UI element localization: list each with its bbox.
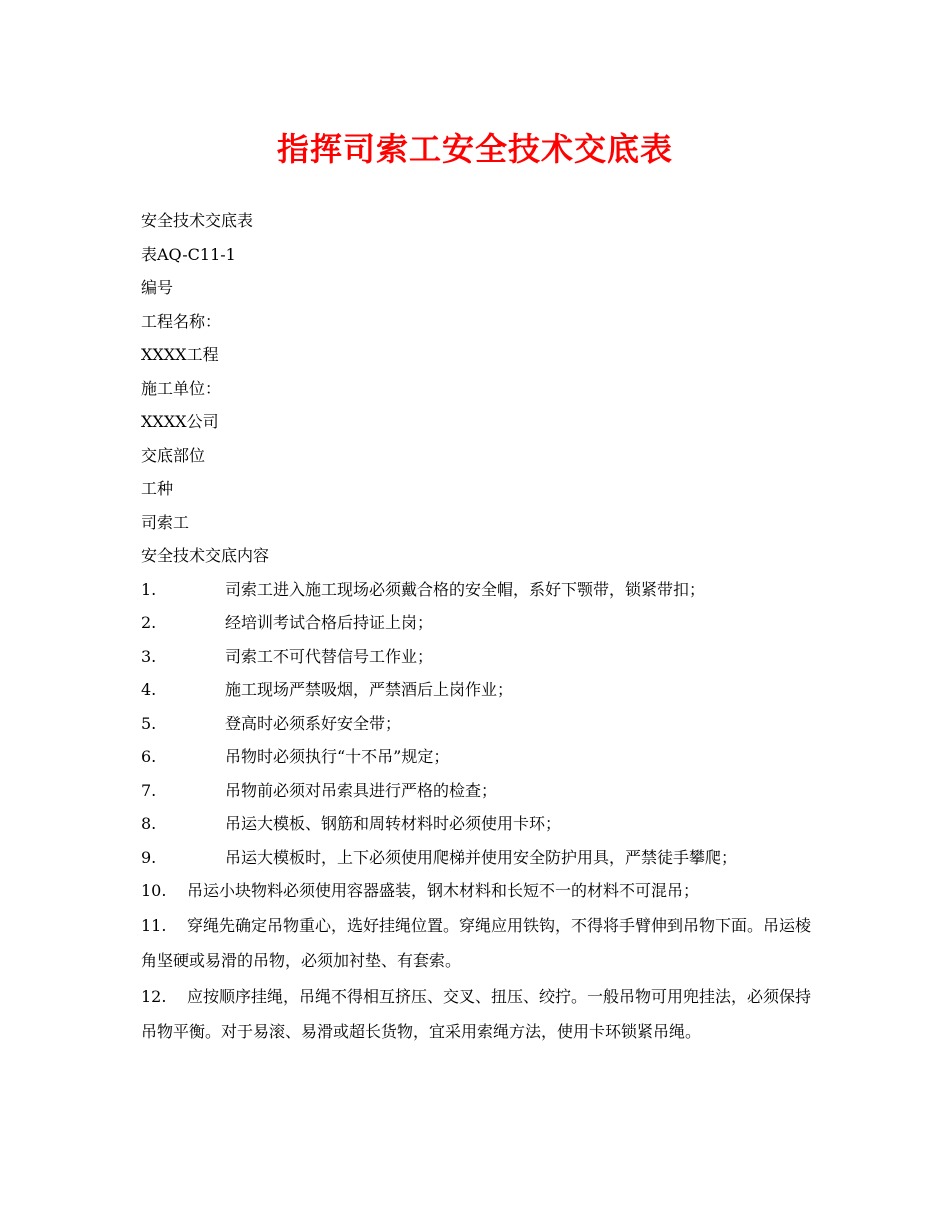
header-line-form-name: 安全技术交底表 (141, 211, 254, 230)
header-line-content-label: 安全技术交底内容 (141, 546, 270, 565)
header-line-location-label: 交底部位 (141, 445, 206, 465)
list-item (141, 908, 813, 979)
list-item-text: 经培训考试合格后持证上岗； (225, 613, 434, 632)
list-item-text: 施工现场严禁吸烟，严禁酒后上岗作业； (225, 680, 514, 699)
header-line-unit-value: XXXX公司 (141, 412, 219, 431)
header-line-unit-label: 施工单位： (141, 378, 222, 398)
list-item (141, 573, 813, 607)
list-item-text: 吊运大模板时，上下必须使用爬梯并使用安全防护用具，严禁徒手攀爬； (225, 847, 738, 867)
list-item-number: 6. (141, 747, 157, 766)
list-item-number: 11. (141, 915, 167, 935)
header-line-form-code: 表AQ-C11-1 (141, 244, 236, 264)
header-line-project-label: 工程名称： (141, 311, 222, 331)
list-item-number: 9. (141, 847, 157, 867)
list-item-text: 吊物前必须对吊索具进行严格的检查； (225, 780, 498, 800)
list-item (141, 740, 813, 774)
list-item-number: 1. (141, 579, 157, 599)
document-body (141, 204, 813, 1050)
header-line-serial-label: 编号 (141, 278, 174, 297)
list-item-text: 吊运大模板、钢筋和周转材料时必须使用卡环； (225, 814, 562, 833)
list-item-text: 登高时必须系好安全带； (225, 713, 402, 733)
list-item (141, 774, 813, 808)
list-item-text: 吊物时必须执行“十不吊”规定； (225, 747, 450, 766)
list-item-text: 吊运小块物料必须使用容器盛装，钢木材料和长短不一的材料不可混吊； (187, 881, 700, 900)
list-item-number: 4. (141, 680, 157, 699)
list-item-text: 司索工进入施工现场必须戴合格的安全帽，系好下颚带，锁紧带扣； (225, 579, 706, 599)
list-item (141, 640, 813, 674)
header-line-trade-value: 司索工 (141, 512, 190, 532)
list-item-text: 应按顺序挂绳，吊绳不得相互挤压、交叉、扭压、绞拧。一般吊物可用兜挂法，必须保持吊物平衡。对于易滚、易滑或超长货物，宜采用索绳方法，使用卡环锁紧吊绳。 (141, 986, 812, 1041)
list-item-number: 12. (141, 986, 167, 1006)
list-item (141, 807, 813, 841)
header-line-project-value: XXXX工程 (141, 345, 219, 364)
list-item-number: 2. (141, 613, 157, 632)
list-item (141, 979, 813, 1050)
list-item-number: 8. (141, 814, 157, 833)
list-item-number: 5. (141, 713, 157, 733)
list-item (141, 606, 813, 640)
list-item-text: 穿绳先确定吊物重心，选好挂绳位置。穿绳应用铁钩，不得将手臂伸到吊物下面。吊运棱角坚硬或易滑的吊物，必须加衬垫、有套索。 (141, 915, 812, 970)
header-line-trade-label: 工种 (141, 479, 174, 498)
list-item (141, 707, 813, 741)
document-title: 指挥司索工安全技术交底表 (276, 130, 673, 168)
list-item-text: 司索工不可代替信号工作业； (225, 646, 434, 666)
list-item-number: 7. (141, 780, 157, 800)
list-item (141, 673, 813, 707)
list-item-number: 3. (141, 646, 157, 666)
list-item (141, 841, 813, 875)
list-item-number: 10. (141, 881, 167, 900)
list-item (141, 874, 813, 908)
